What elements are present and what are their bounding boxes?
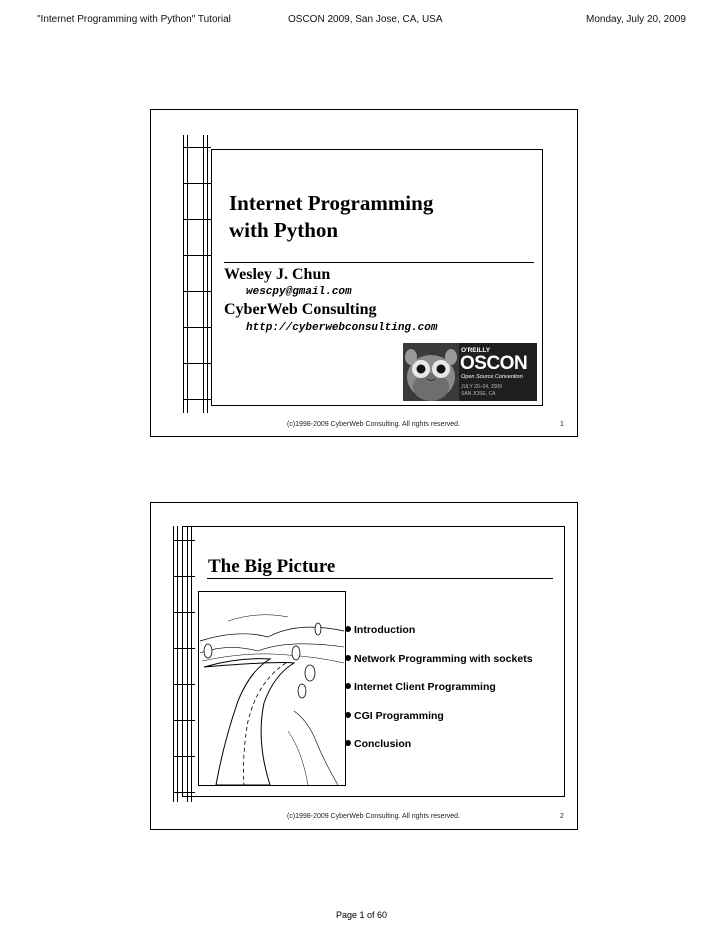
bullet-item: Internet Client Programming [345, 681, 496, 693]
bullet-item: CGI Programming [345, 710, 444, 722]
title-line-1: Internet Programming [229, 191, 434, 215]
author-email: wescpy@gmail.com [246, 286, 352, 298]
company-url: http://cyberwebconsulting.com [246, 322, 438, 334]
slide-1-number: 1 [560, 421, 564, 428]
logo-subtitle: Open Source Convention [461, 374, 523, 380]
bullet-dot-icon [345, 712, 351, 718]
binder-edge-2 [173, 526, 195, 802]
header-left: "Internet Programming with Python" Tutorial [37, 14, 231, 25]
slide-1-footer: (c)1998-2009 CyberWeb Consulting. All rights reserved. [287, 421, 461, 428]
author-name: Wesley J. Chun [224, 266, 331, 283]
slide-2 [150, 502, 578, 830]
tarsier-image [403, 343, 459, 401]
company-name: CyberWeb Consulting [224, 301, 377, 318]
logo-dates: JULY 20–24, 2009 [461, 384, 502, 390]
header-right: Monday, July 20, 2009 [586, 14, 686, 25]
logo-name: OSCON [460, 353, 528, 374]
binder-edge [183, 135, 211, 413]
bullet-dot-icon [345, 740, 351, 746]
bullet-dot-icon [345, 655, 351, 661]
slide-2-number: 2 [560, 813, 564, 820]
bullet-item: Introduction [345, 624, 415, 636]
slide-2-title: The Big Picture [208, 556, 336, 577]
road-illustration [198, 591, 346, 786]
title-rule [224, 262, 534, 263]
title-rule-2 [207, 578, 553, 579]
slide-1-title [229, 190, 433, 244]
oscon-logo [403, 343, 537, 401]
logo-publisher: O'REILLY [461, 347, 491, 354]
slide-2-footer: (c)1998-2009 CyberWeb Consulting. All rights reserved. [287, 813, 461, 820]
bullet-item: Conclusion [345, 738, 411, 750]
slide-1 [150, 109, 578, 437]
bullet-dot-icon [345, 683, 351, 689]
logo-location: SAN JOSE, CA [461, 391, 496, 397]
bullet-item: Network Programming with sockets [345, 653, 533, 665]
title-line-2: with Python [229, 218, 339, 242]
page-number: Page 1 of 60 [336, 910, 388, 920]
header-center: OSCON 2009, San Jose, CA, USA [288, 14, 443, 25]
bullet-dot-icon [345, 626, 351, 632]
